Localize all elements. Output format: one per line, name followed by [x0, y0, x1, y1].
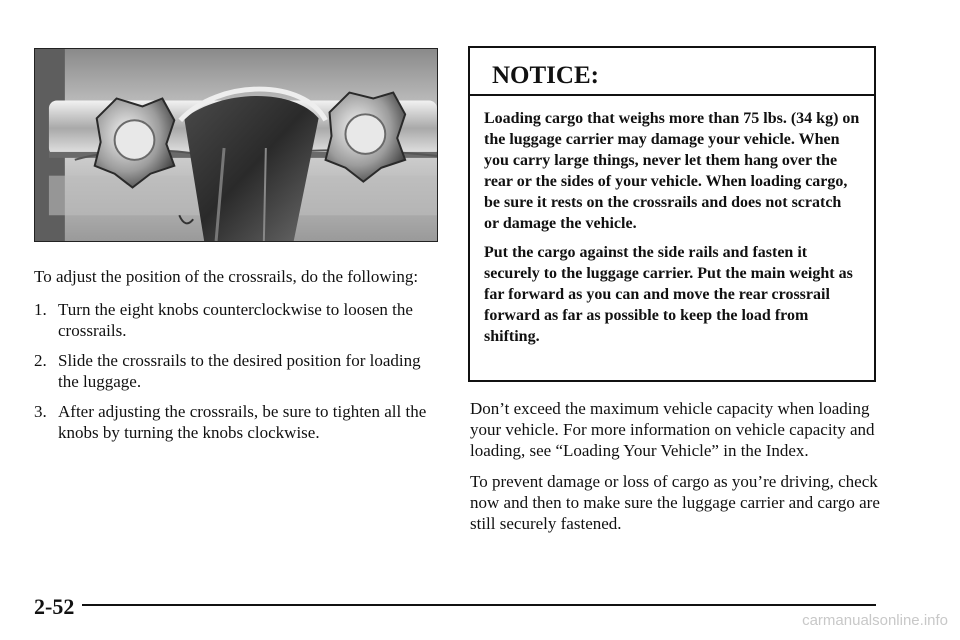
- step-item: [34, 299, 444, 341]
- notice-body: [470, 96, 874, 347]
- step-number: 2.: [34, 351, 47, 370]
- right-column: [470, 398, 880, 544]
- body-paragraph: To prevent damage or loss of cargo as you’re driving, check now and then to make sure the luggage carrier and cargo are still securely fastened.: [470, 472, 880, 533]
- body-paragraph: Don’t exceed the maximum vehicle capacity when loading your vehicle. For more information on vehicle capacity and loading, see “Loading Your Vehicle” in the Index.: [470, 399, 875, 460]
- watermark: carmanualsonline.info: [802, 612, 948, 629]
- notice-title: NOTICE:: [470, 48, 874, 96]
- crossrail-knobs-illustration: [35, 49, 437, 241]
- step-number: 1.: [34, 300, 47, 319]
- footer-rule: [82, 604, 876, 606]
- steps-list: [34, 299, 444, 443]
- step-item: [34, 350, 444, 392]
- step-number: 3.: [34, 402, 47, 421]
- crossrail-photo: [34, 48, 438, 242]
- step-item: [34, 401, 444, 443]
- notice-paragraph: Put the cargo against the side rails and fasten it securely to the luggage carrier. Put the main weight as far forward as you can and move the rear crossrail forward as far as possible to keep the load from shifting.: [484, 244, 853, 345]
- page-number: 2-52: [34, 594, 75, 619]
- step-text: After adjusting the crossrails, be sure to tighten all the knobs by turning the knobs clockwise.: [58, 402, 427, 442]
- notice-paragraph: Loading cargo that weighs more than 75 lbs. (34 kg) on the luggage carrier may damage your vehicle. When you carry large things, never let them hang over the rear or the sides of your vehicle. When loading cargo, be sure it rests on the crossrails and does not scratch or damage the vehicle.: [484, 110, 860, 232]
- intro-text: To adjust the position of the crossrails, do the following:: [34, 267, 419, 286]
- notice-box: [468, 46, 876, 382]
- step-text: Slide the crossrails to the desired position for loading the luggage.: [58, 351, 421, 391]
- left-column: [34, 266, 444, 452]
- step-text: Turn the eight knobs counterclockwise to loosen the crossrails.: [58, 300, 413, 340]
